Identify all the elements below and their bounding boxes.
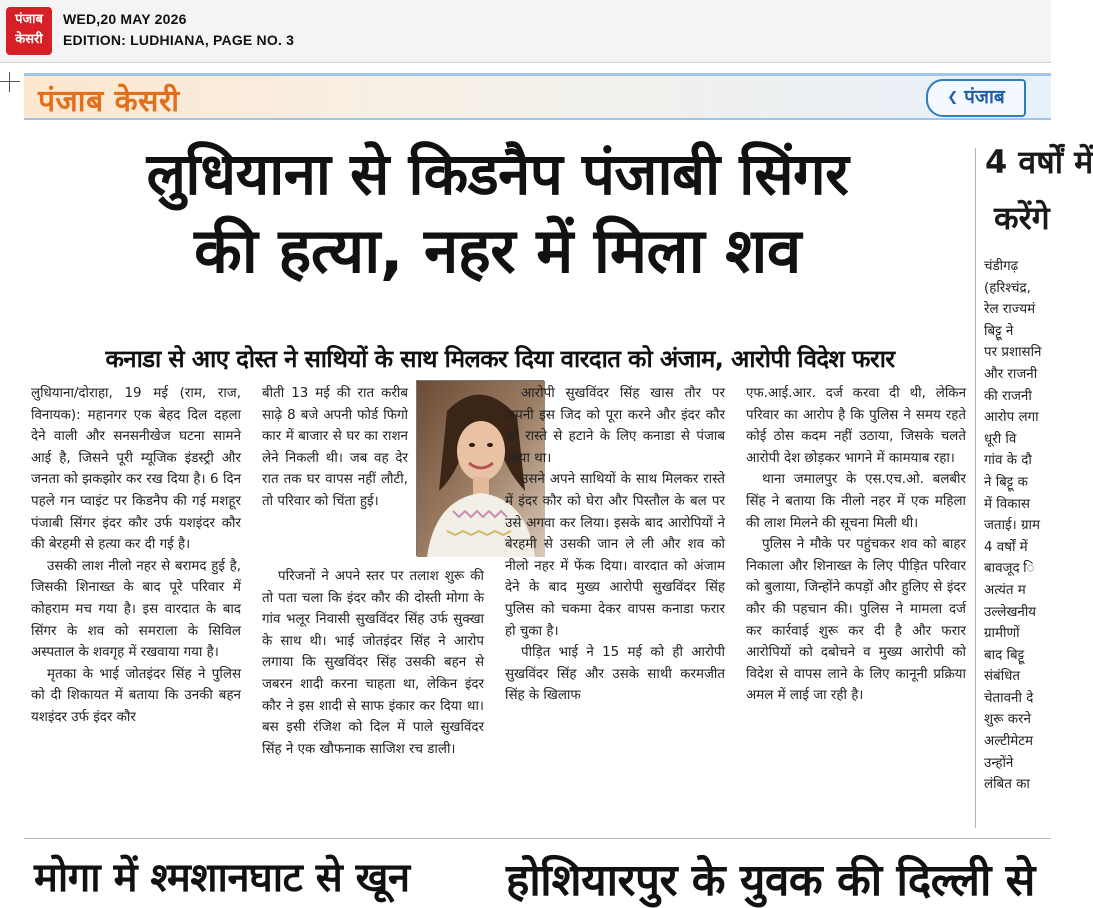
side-headline-line2: करेंगे	[994, 199, 1050, 237]
side-story-line: ने बिट्टू क	[984, 474, 1028, 490]
side-headline-line1: 4 वर्षों में	[985, 143, 1093, 181]
side-story-line: में विकास	[984, 496, 1030, 512]
headline-line1: लुधियाना से किडनैप पंजाबी सिंगर	[146, 140, 849, 208]
side-story[interactable]	[980, 130, 1093, 850]
masthead-title: पंजाब केसरी	[38, 84, 180, 119]
edition-info	[63, 9, 294, 51]
side-story-line: संबंधित	[984, 669, 1021, 685]
side-story-line: अल्टीमेटम	[984, 734, 1034, 750]
side-story-line: उन्होंने	[984, 755, 1014, 771]
paragraph: आरोपी सुखविंदर सिंह खास तौर पर अपनी इस जिद को पूरा करने और इंदर कौर को रास्ते से हटाने के लिए कनाडा से पंजाब आया था।	[505, 386, 725, 466]
edition-page: EDITION: LUDHIANA, PAGE NO. 3	[63, 32, 295, 48]
newspaper-logo[interactable]	[6, 7, 52, 55]
article-headline[interactable]	[30, 138, 965, 290]
paragraph: बीती 13 मई की रात करीब साढ़े 8 बजे अपनी फोर्ड फिगो कार में बाजार से घर का राशन लेने निकली थी। जब वह देर रात तक घर वापस नहीं लौटी, तो परिवार को चिंता हुई।	[262, 386, 408, 509]
paragraph: एफ.आई.आर. दर्ज करवा दी थी, लेकिन परिवार का आरोप है कि पुलिस ने समय रहते कोई ठोस कदम नहीं उठाया, जिसके चलते आरोपी देश छोड़कर भागने में कामयाब रहा।	[746, 386, 966, 466]
side-story-line: गांव के दौ	[984, 453, 1032, 469]
bottom-headline-left[interactable]: मोगा में श्मशानघाट से खून	[34, 855, 410, 901]
side-story-line: 4 वर्षों में	[984, 539, 1028, 555]
side-story-line: चेतावनी दे	[984, 690, 1034, 706]
side-story-line: ग्रामीणों	[984, 626, 1020, 642]
side-story-line: शुरू करने	[984, 712, 1031, 728]
crosshair-cursor-icon	[0, 72, 20, 92]
article-subheadline: कनाडा से आए दोस्त ने साथियों के साथ मिलकर दिया वारदात को अंजाम, आरोपी विदेश फरार	[105, 345, 895, 373]
side-story-line: और राजनी	[984, 366, 1038, 382]
logo-line1: पंजाब	[15, 12, 43, 27]
side-story-line: बाद बिट्टू	[984, 647, 1025, 663]
side-story-line: पर प्रशासनि	[984, 345, 1042, 361]
article-column-4	[746, 383, 966, 707]
bottom-headline-right[interactable]: होशियारपुर के युवक की दिल्ली से	[506, 855, 1035, 906]
paragraph: थाना जमालपुर के एस.एच.ओ. बलबीर सिंह ने बताया कि नीलो नहर में एक महिला की लाश मिलने की सूचना मिली थी।	[746, 472, 966, 531]
article-column-1	[31, 383, 241, 729]
article-column-3	[505, 383, 725, 707]
paragraph: परिजनों ने अपने स्तर पर तलाश शुरू की तो पता चला कि इंदर कौर की दोस्ती मोगा के गांव भलूर निवासी सुखविंदर सिंह उर्फ सुक्खा के साथ थी। भाई जोतइंदर सिंह ने आरोप लगाया कि सुखविंदर सिंह उसकी बहन से जबरन शादी करना चाहता था, लेकिन इंदर कौर ने इस शादी से साफ इंकार कर दिया था। बस इसी रंजिश को दिल में पाले सुखविंदर सिंह ने एक खौफनाक साजिश रच डाली।	[262, 569, 484, 757]
side-story-body	[984, 256, 1041, 796]
paragraph: पुलिस ने मौके पर पहुंचकर शव को बाहर निकाला और शिनाख्त के लिए पीड़ित परिवार को बुलाया, जिन्होंने कपड़ों और हुलिए से इंदर कौर की पहचान की। पुलिस ने मामला दर्ज कर कार्रवाई शुरू कर दी है और फरार आरोपियों को दबोचने व मुख्य आरोपी को विदेश से वापस लाने के लिए कानूनी प्रक्रिया अमल में लाई जा रही है।	[746, 537, 966, 704]
edition-bar	[0, 0, 1051, 63]
section-tag-punjab[interactable]	[926, 79, 1026, 117]
side-story-line: आरोप लगा	[984, 410, 1039, 426]
paragraph: पीड़ित भाई ने 15 मई को ही आरोपी सुखविंदर सिंह और उसके साथी करमजीत सिंह के खिलाफ	[505, 645, 725, 704]
article-column-2b	[262, 566, 484, 760]
side-story-line: लंबित का	[984, 777, 1030, 793]
side-story-line: चंडीगढ़	[984, 259, 1019, 274]
paragraph: उसकी लाश नीलो नहर से बरामद हुई है, जिसकी शिनाख्त के बाद पूरे परिवार में कोहराम मच गया है। इस वारदात के बाद सिंगर के शव को समराला के सिविल अस्पताल के शवगृह में रखवाया गया है।	[31, 558, 241, 661]
side-story-line: बिट्टू ने	[984, 323, 1014, 339]
side-story-line: की राजनी	[984, 388, 1032, 404]
side-story-line: धूरी वि	[984, 431, 1017, 447]
side-story-line: रेल राज्यमं	[984, 302, 1036, 318]
headline-line2: की हत्या, नहर में मिला शव	[194, 214, 801, 287]
article-column-2a	[262, 383, 408, 513]
column-divider	[975, 148, 976, 828]
side-story-line: (हरिश्चंद्र,	[984, 280, 1031, 296]
story-divider	[24, 838, 1051, 839]
paragraph: मृतका के भाई जोतइंदर सिंह ने पुलिस को दी शिकायत में बताया कि उनकी बहन यशइंदर उर्फ इंदर कौर	[31, 666, 241, 725]
side-story-line: जताई। ग्राम	[984, 518, 1040, 534]
side-story-line: बावजूद ि	[984, 561, 1035, 577]
side-story-line: अत्यंत म	[984, 582, 1026, 598]
side-story-line: उल्लेखनीय	[984, 604, 1037, 620]
section-label: पंजाब	[964, 86, 1005, 108]
paragraph: लुधियाना/दोराहा, 19 मई (राम, राज, विनायक): महानगर एक बेहद दिल दहला देने वाली और सनसनीखेज घटना सामने आई है, जिसने पूरी म्यूजिक इंडस्ट्री और जनता को झकझोर कर रख दिया है। 6 दिन पहले गन प्वाइंट पर किडनैप की गई मशहूर पंजाबी सिंगर इंदर कौर उर्फ यशइंदर कौर की बेरहमी से हत्या कर दी गई है।	[31, 386, 241, 553]
paragraph: उसने अपने साथियों के साथ मिलकर रास्ते में इंदर कौर को घेरा और पिस्तौल के बल पर उसे अगवा कर लिया। इसके बाद आरोपियों ने बेरहमी से उसकी जान ले ली और शव को नीलो नहर में फेंक दिया। वारदात को अंजाम देने के बाद मुख्य आरोपी सुखविंदर सिंह पुलिस को चकमा देकर वापस कनाडा फरार हो चुका है।	[505, 472, 725, 639]
logo-line2: केसरी	[15, 32, 43, 47]
edition-date: WED,20 MAY 2026	[63, 11, 187, 27]
